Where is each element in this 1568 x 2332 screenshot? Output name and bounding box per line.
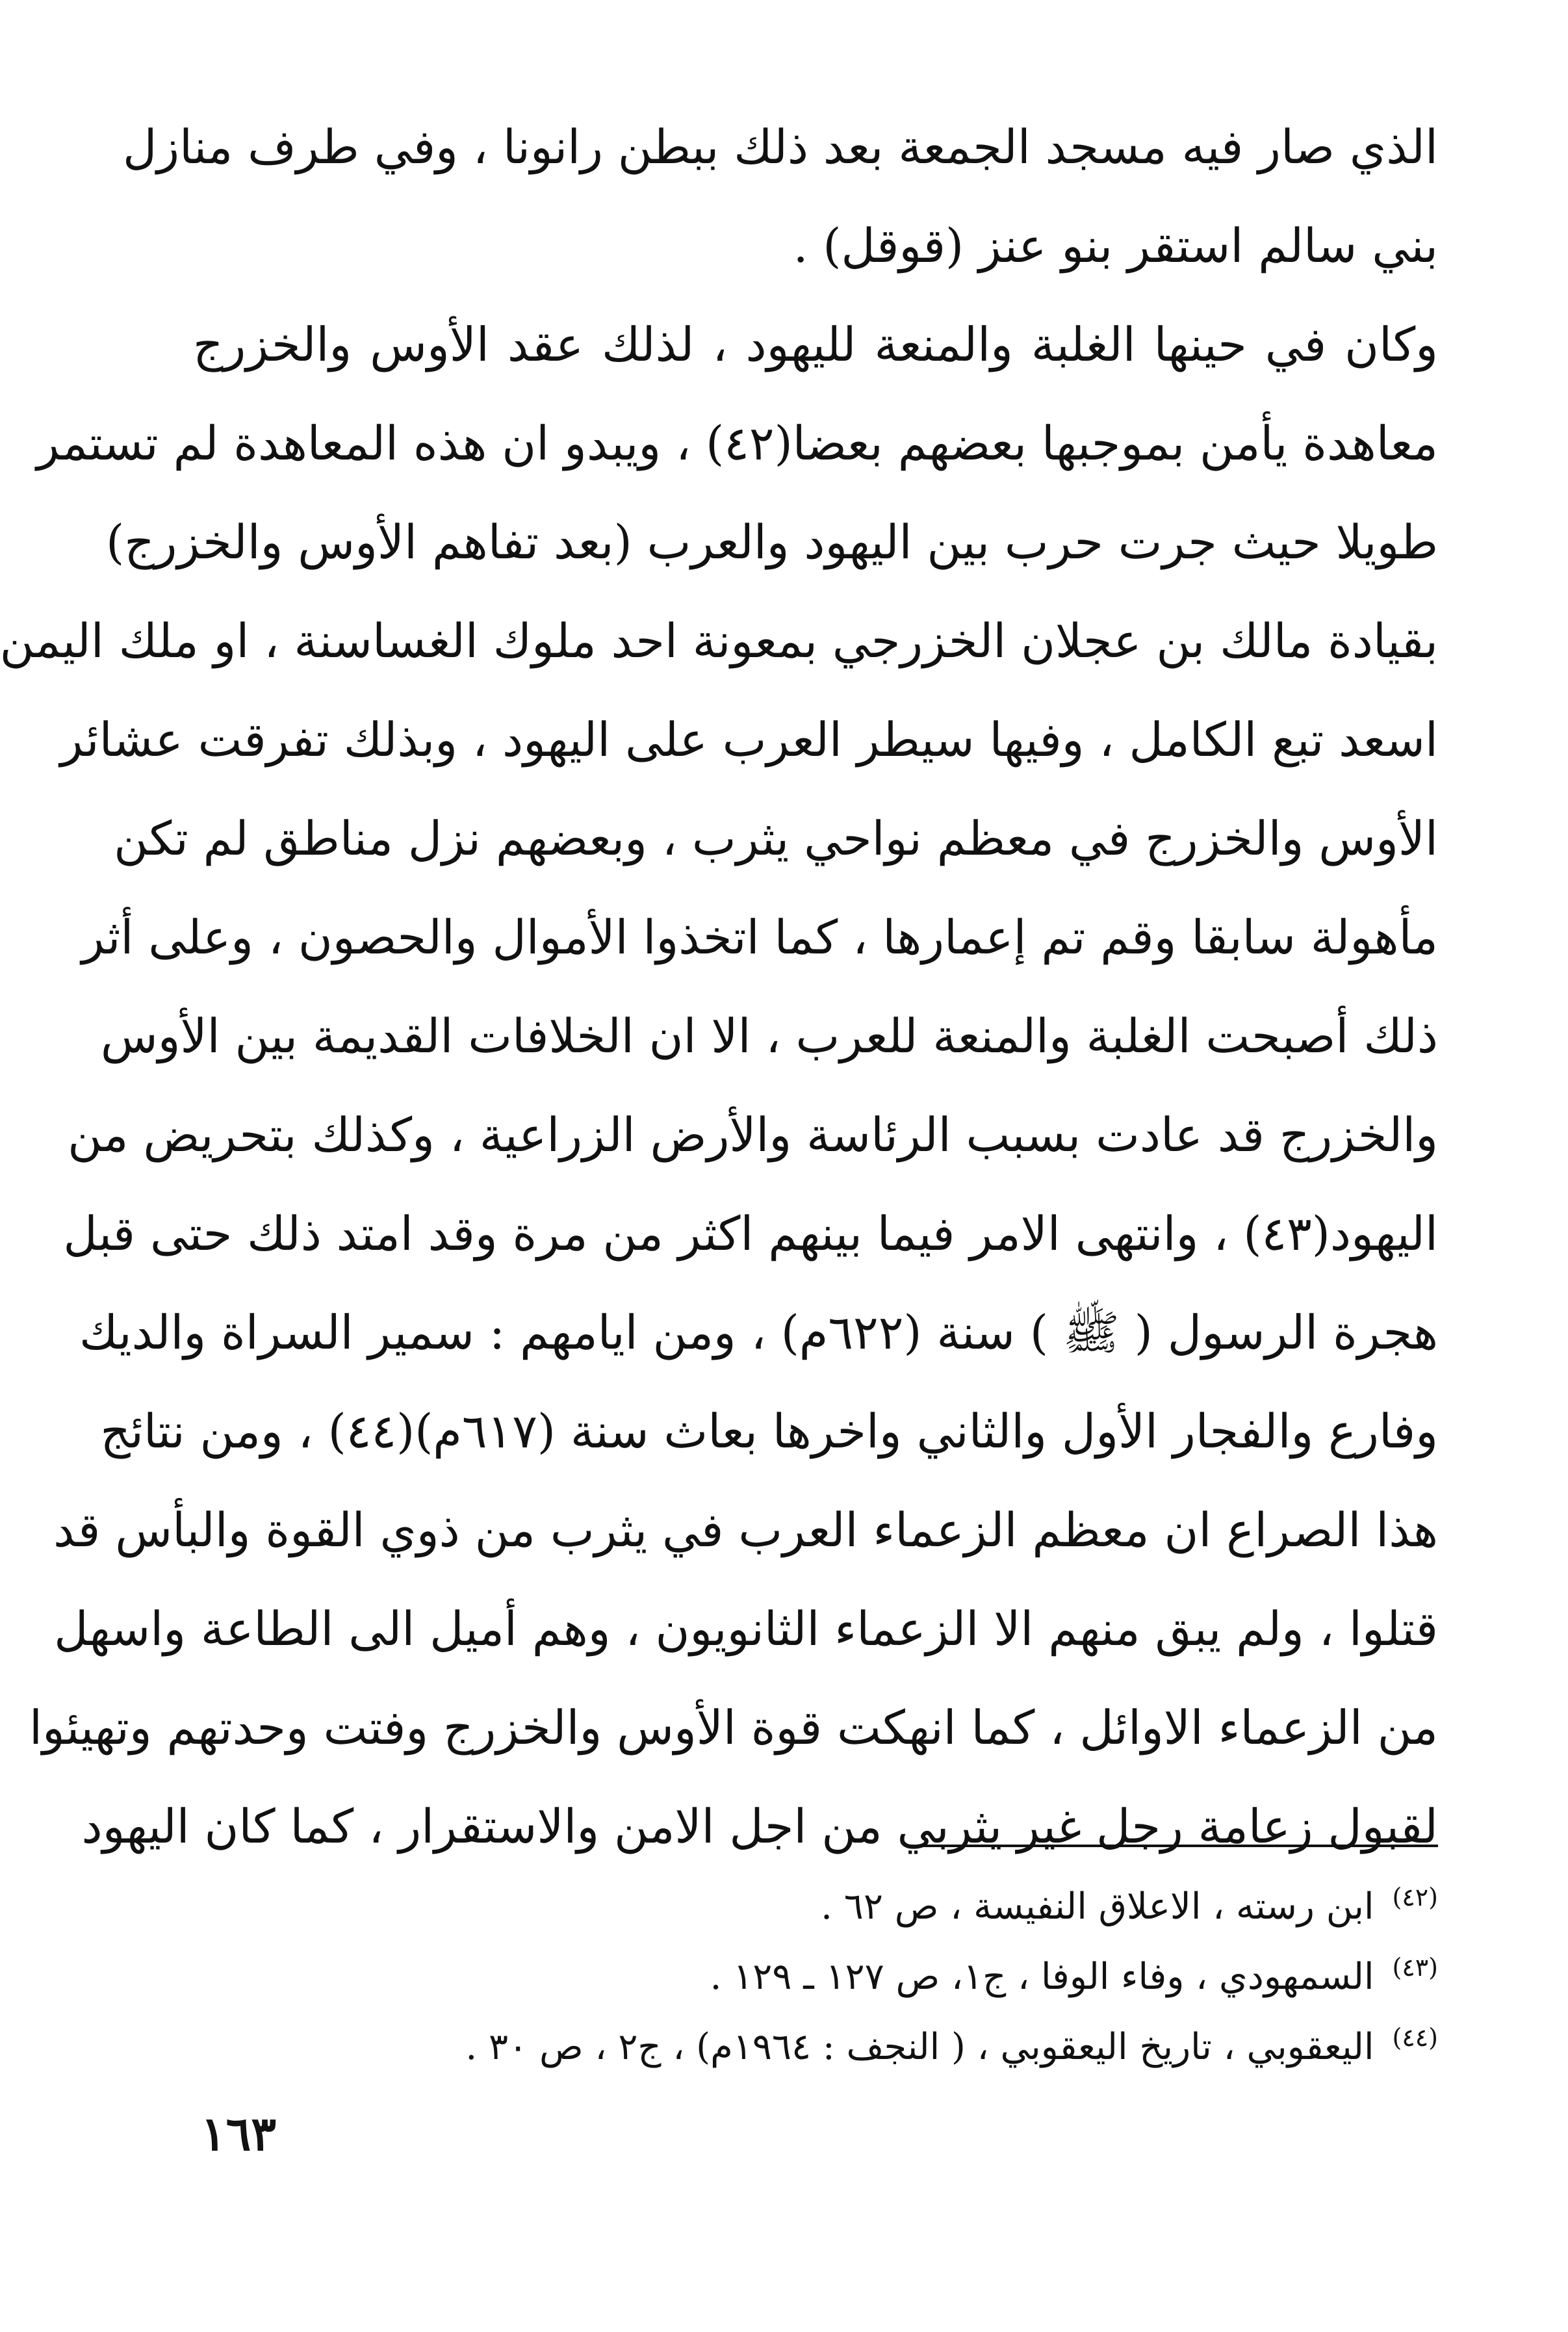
text-line: بني سالم استقر بنو عنز (قوقل) .	[793, 218, 1438, 273]
text-line: اسعد تبع الكامل ، وفيها سيطر العرب على اليهود ، وبذلك تفرقت عشائر	[60, 712, 1438, 767]
page-number: ١٦٣	[201, 2106, 277, 2161]
footnote-43	[193, 1942, 1438, 2012]
footnote-number: (٤٤)	[1392, 2023, 1438, 2053]
footnotes	[193, 1872, 1438, 2082]
text-line: لقبول زعامة رجل غير يثربي من اجل الامن والاستقرار ، كما كان اليهود	[81, 1799, 1438, 1854]
text-line: طويلا حيث جرت حرب بين اليهود والعرب (بعد تفاهم الأوس والخزرج)	[106, 515, 1438, 569]
text-line: من الزعماء الاوائل ، كما انهكت قوة الأوس والخزرج وفتت وحدتهم وتهيئوا	[29, 1700, 1438, 1755]
footnote-number: (٤٣)	[1392, 1953, 1438, 1982]
footnote-44	[193, 2012, 1438, 2082]
text-line: الأوس والخزرج في معظم نواحي يثرب ، وبعضهم نزل مناطق لم تكن	[114, 811, 1438, 866]
text-line: والخزرج قد عادت بسبب الرئاسة والأرض الزراعية ، وكذلك بتحريض من	[68, 1108, 1438, 1162]
text-line: مأهولة سابقا وقم تم إعمارها ، كما اتخذوا الأموال والحصون ، وعلى أثر	[81, 910, 1438, 965]
text-line: هذا الصراع ان معظم الزعماء العرب في يثرب من ذوي القوة والبأس قد	[53, 1503, 1438, 1557]
footnote-text: اليعقوبي ، تاريخ اليعقوبي ، ( النجف : ١٩٦٤م) ، ج٢ ، ص ٣٠ .	[465, 2026, 1374, 2068]
footnote-divider	[918, 1845, 1438, 1847]
footnote-text: السمهودي ، وفاء الوفا ، ج١، ص ١٢٧ ـ ١٢٩ .	[710, 1956, 1374, 1998]
text-line: بقيادة مالك بن عجلان الخزرجي بمعونة احد ملوك الغساسنة ، او ملك اليمن	[0, 614, 1438, 668]
text-line: وكان في حينها الغلبة والمنعة لليهود ، لذلك عقد الأوس والخزرج	[193, 317, 1438, 372]
text-line: ذلك أصبحت الغلبة والمنعة للعرب ، الا ان الخلافات القديمة بين الأوس	[100, 1009, 1438, 1063]
text-line: الذي صار فيه مسجد الجمعة بعد ذلك ببطن رانونا ، وفي طرف منازل	[122, 120, 1438, 174]
footnote-number: (٤٢)	[1392, 1883, 1438, 1912]
text-line: وفارع والفجار الأول والثاني واخرها بعاث سنة (٦١٧م)(٤٤) ، ومن نتائج	[100, 1404, 1438, 1458]
footnote-42	[193, 1872, 1438, 1942]
text-line: معاهدة يأمن بموجبها بعضهم بعضا(٤٢) ، ويبدو ان هذه المعاهدة لم تستمر	[36, 416, 1438, 471]
text-line: قتلوا ، ولم يبق منهم الا الزعماء الثانويون ، وهم أميل الى الطاعة واسهل	[54, 1601, 1438, 1656]
text-line: هجرة الرسول ( ﷺ ) سنة (٦٢٢م) ، ومن ايامهم : سمير السراة والديك	[79, 1305, 1438, 1360]
footnote-text: ابن رسته ، الاعلاق النفيسة ، ص ٦٢ .	[821, 1885, 1374, 1928]
text-line: اليهود(٤٣) ، وانتهى الامر فيما بينهم اكثر من مرة وقد امتد ذلك حتى قبل	[63, 1206, 1438, 1261]
body-text	[0, 97, 1438, 1876]
